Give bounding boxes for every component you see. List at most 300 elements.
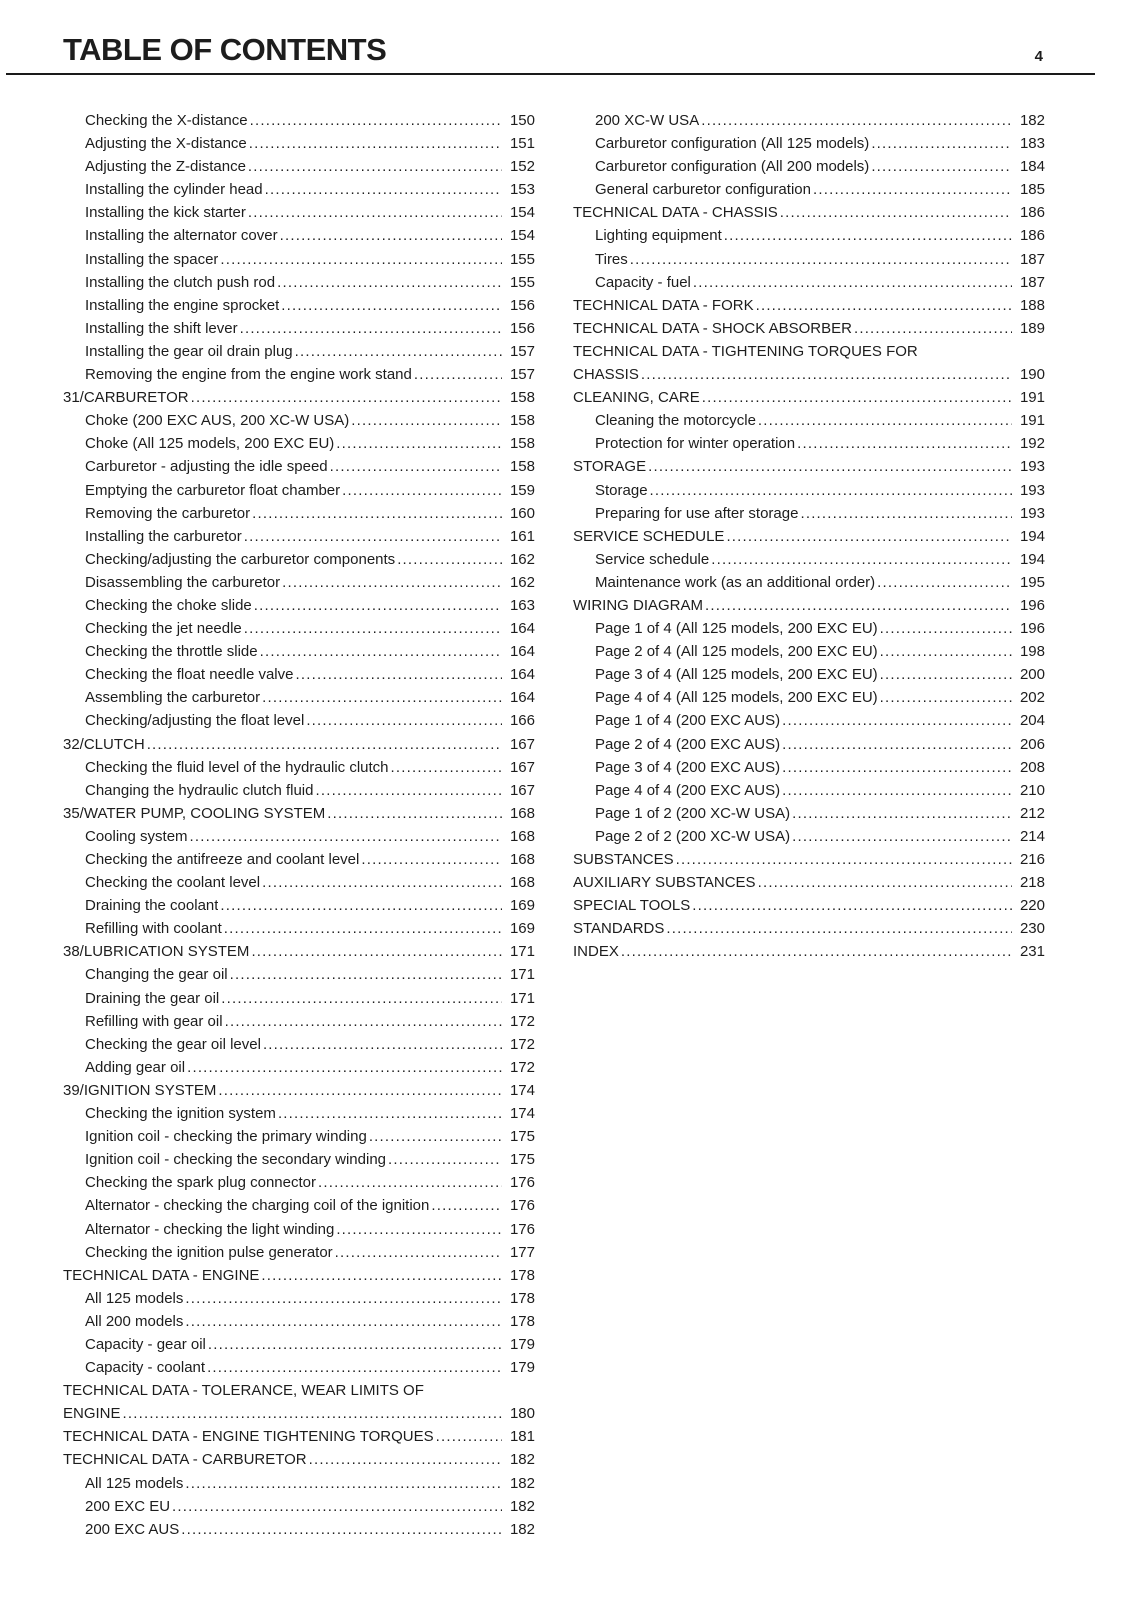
toc-leader-dots <box>871 155 1012 178</box>
toc-leader-dots <box>240 317 502 340</box>
toc-leader-dots <box>281 294 502 317</box>
toc-entry <box>573 248 1045 271</box>
folio-page-number: 4 <box>1034 47 1043 65</box>
toc-page-number: 162 <box>509 573 535 591</box>
toc-entry <box>63 178 535 201</box>
toc-entry-label: Page 1 of 2 (200 XC-W USA) <box>595 804 791 822</box>
toc-page-number: 179 <box>509 1359 535 1377</box>
toc-entry-label: Service schedule <box>595 550 710 568</box>
toc-page-number: 174 <box>509 1081 535 1099</box>
toc-entry-label: Installing the kick starter <box>85 204 246 222</box>
toc-page-number: 185 <box>1019 181 1045 199</box>
toc-entry-label: TECHNICAL DATA - ENGINE <box>63 1266 260 1284</box>
toc-page-number: 168 <box>509 874 535 892</box>
toc-entry <box>63 1356 535 1379</box>
toc-leader-dots <box>263 1033 502 1056</box>
toc-leader-dots <box>220 248 502 271</box>
toc-leader-dots <box>190 825 502 848</box>
toc-entry <box>573 386 1045 409</box>
toc-leader-dots <box>262 871 502 894</box>
toc-entry <box>63 109 535 132</box>
toc-leader-dots <box>295 340 502 363</box>
toc-entry <box>573 709 1045 732</box>
toc-leader-dots <box>641 363 1012 386</box>
toc-page-number: 174 <box>509 1105 535 1123</box>
toc-leader-dots <box>693 271 1012 294</box>
toc-leader-dots <box>249 132 502 155</box>
toc-page-number: 196 <box>1019 596 1045 614</box>
toc-entry-label: Page 2 of 4 (All 125 models, 200 EXC EU) <box>595 643 878 661</box>
toc-entry-label: Page 2 of 2 (200 XC-W USA) <box>595 827 791 845</box>
toc-entry <box>63 1148 535 1171</box>
toc-leader-dots <box>782 756 1012 779</box>
toc-entry-label: STANDARDS <box>573 920 665 938</box>
toc-leader-dots <box>218 1079 502 1102</box>
toc-entry-label: Capacity - coolant <box>85 1359 206 1377</box>
toc-page-number: 182 <box>1019 112 1045 129</box>
toc-entry-label: 38/LUBRICATION SYSTEM <box>63 943 250 961</box>
toc-entry-label: Refilling with gear oil <box>85 1012 223 1030</box>
toc-leader-dots <box>282 571 502 594</box>
toc-entry <box>63 963 535 986</box>
toc-entry-label: STORAGE <box>573 458 647 476</box>
toc-entry-label: Checking the float needle valve <box>85 666 294 684</box>
toc-page-number: 218 <box>1019 874 1045 892</box>
toc-entry-label: Installing the clutch push rod <box>85 273 276 291</box>
toc-entry <box>63 1033 535 1056</box>
toc-leader-dots <box>327 802 502 825</box>
toc-entry-label: Page 4 of 4 (200 EXC AUS) <box>595 781 781 799</box>
toc-entry <box>573 178 1045 201</box>
toc-entry <box>63 386 535 409</box>
toc-entry <box>573 686 1045 709</box>
toc-leader-dots <box>123 1402 502 1425</box>
toc-entry <box>63 1171 535 1194</box>
toc-entry-label: Maintenance work (as an additional order) <box>595 573 876 591</box>
toc-entry-label: ENGINE <box>63 1405 121 1423</box>
toc-page-number: 182 <box>509 1474 535 1492</box>
toc-leader-dots <box>187 1056 502 1079</box>
toc-entry <box>573 894 1045 917</box>
toc-leader-dots <box>724 224 1012 247</box>
toc-entry <box>573 548 1045 571</box>
toc-entry <box>63 224 535 247</box>
toc-page-number: 200 <box>1019 666 1045 684</box>
toc-page-number: 176 <box>509 1174 535 1192</box>
page-header <box>6 0 1095 75</box>
toc-entry-label: TECHNICAL DATA - CHASSIS <box>573 204 778 222</box>
toc-entry-label: TECHNICAL DATA - ENGINE TIGHTENING TORQUES <box>63 1428 434 1446</box>
toc-entry <box>63 871 535 894</box>
toc-page-number: 154 <box>509 227 535 245</box>
toc-entry-label: 35/WATER PUMP, COOLING SYSTEM <box>63 804 326 822</box>
toc-entry <box>573 802 1045 825</box>
toc-page-number: 172 <box>509 1058 535 1076</box>
toc-leader-dots <box>262 686 502 709</box>
toc-entry-label: Checking/adjusting the carburetor components <box>85 550 396 568</box>
toc-entry-label: TECHNICAL DATA - CARBURETOR <box>63 1451 307 1469</box>
toc-leader-dots <box>244 617 502 640</box>
toc-entry-label: Tires <box>595 250 628 268</box>
toc-leader-dots <box>871 132 1012 155</box>
toc-entry-label: Checking the X-distance <box>85 112 248 129</box>
toc-entry-label: 31/CARBURETOR <box>63 389 189 407</box>
toc-page-number: 168 <box>509 851 535 868</box>
toc-leader-dots <box>342 479 502 502</box>
toc-entry <box>63 155 535 178</box>
toc-entry <box>573 109 1045 132</box>
toc-page-number: 193 <box>1019 458 1045 476</box>
toc-entry <box>573 455 1045 478</box>
toc-leader-dots <box>277 271 502 294</box>
toc-leader-dots <box>813 178 1012 201</box>
toc-entry-label: Emptying the carburetor float chamber <box>85 481 341 499</box>
toc-page-number: 182 <box>509 1520 535 1538</box>
toc-entry <box>573 294 1045 317</box>
toc-entry-label: CLEANING, CARE <box>573 389 700 407</box>
toc-entry <box>63 271 535 294</box>
toc-leader-dots <box>792 802 1012 825</box>
toc-leader-dots <box>244 525 502 548</box>
toc-entry-label: Removing the carburetor <box>85 504 251 522</box>
toc-entry-label: Page 1 of 4 (All 125 models, 200 EXC EU) <box>595 620 878 638</box>
toc-entry-label: All 200 models <box>85 1312 184 1330</box>
toc-page-number: 158 <box>509 435 535 453</box>
toc-leader-dots <box>436 1425 502 1448</box>
toc-entry-label: Installing the spacer <box>85 250 219 268</box>
toc-entry <box>63 1518 535 1541</box>
toc-entry-label: Draining the coolant <box>85 897 219 915</box>
toc-page-number: 193 <box>1019 504 1045 522</box>
toc-entry <box>63 1056 535 1079</box>
toc-page-number: 194 <box>1019 550 1045 568</box>
toc-page-number: 212 <box>1019 804 1045 822</box>
toc-entry <box>63 1287 535 1310</box>
toc-entry <box>63 502 535 525</box>
toc-entry-label: Installing the gear oil drain plug <box>85 342 293 360</box>
toc-page-number: 160 <box>509 504 535 522</box>
toc-leader-dots <box>782 733 1012 756</box>
toc-entry <box>63 1010 535 1033</box>
toc-entry-label: Checking the choke slide <box>85 596 252 614</box>
toc-entry-label: Storage <box>595 481 648 499</box>
toc-entry <box>573 571 1045 594</box>
toc-entry-label: Checking the ignition pulse generator <box>85 1243 333 1261</box>
toc-entry <box>573 340 1045 363</box>
toc-page-number: 184 <box>1019 158 1045 176</box>
toc-columns <box>63 109 1045 1541</box>
toc-entry <box>573 940 1045 963</box>
toc-page-number: 188 <box>1019 296 1045 314</box>
toc-leader-dots <box>782 709 1012 732</box>
toc-entry-label: Checking the throttle slide <box>85 643 258 661</box>
toc-entry-label: 32/CLUTCH <box>63 735 145 753</box>
toc-page-number: 151 <box>509 135 535 153</box>
toc-entry <box>573 756 1045 779</box>
toc-entry <box>63 363 535 386</box>
toc-entry <box>63 479 535 502</box>
toc-entry <box>63 1079 535 1102</box>
toc-page-number: 180 <box>509 1405 535 1423</box>
toc-entry <box>573 825 1045 848</box>
toc-leader-dots <box>414 363 502 386</box>
toc-entry <box>63 432 535 455</box>
toc-entry-label: Adjusting the X-distance <box>85 135 247 153</box>
toc-page-number: 187 <box>1019 273 1045 291</box>
toc-entry <box>63 709 535 732</box>
toc-leader-dots <box>309 1448 502 1471</box>
toc-leader-dots <box>315 779 502 802</box>
toc-page-number: 191 <box>1019 389 1045 407</box>
toc-entry <box>573 132 1045 155</box>
toc-leader-dots <box>361 848 502 871</box>
toc-leader-dots <box>648 455 1012 478</box>
toc-entry-label: Installing the cylinder head <box>85 181 263 199</box>
toc-entry <box>573 525 1045 548</box>
toc-page-number: 169 <box>509 897 535 915</box>
toc-entry <box>63 1333 535 1356</box>
toc-entry-label: Choke (All 125 models, 200 EXC EU) <box>85 435 335 453</box>
toc-leader-dots <box>758 871 1012 894</box>
toc-leader-dots <box>172 1495 502 1518</box>
toc-leader-dots <box>351 409 502 432</box>
toc-entry <box>63 548 535 571</box>
toc-leader-dots <box>792 825 1012 848</box>
toc-leader-dots <box>207 1356 502 1379</box>
toc-leader-dots <box>797 432 1012 455</box>
toc-page-number: 164 <box>509 620 535 638</box>
toc-entry <box>63 294 535 317</box>
toc-page-number: 178 <box>509 1266 535 1284</box>
toc-page-number: 162 <box>509 550 535 568</box>
toc-page-number: 230 <box>1019 920 1045 938</box>
toc-leader-dots <box>877 571 1012 594</box>
toc-leader-dots <box>397 548 502 571</box>
toc-leader-dots <box>726 525 1012 548</box>
toc-entry-label: Refilling with coolant <box>85 920 222 938</box>
toc-page-number: 181 <box>509 1428 535 1446</box>
toc-page-number: 193 <box>1019 481 1045 499</box>
toc-entry <box>573 502 1045 525</box>
toc-page-number: 153 <box>509 181 535 199</box>
toc-page-number: 178 <box>509 1312 535 1330</box>
toc-entry-label: Checking the coolant level <box>85 874 261 892</box>
toc-leader-dots <box>388 1148 502 1171</box>
toc-leader-dots <box>800 502 1012 525</box>
toc-entry <box>63 917 535 940</box>
toc-entry <box>573 848 1045 871</box>
toc-leader-dots <box>702 386 1012 409</box>
toc-page-number: 231 <box>1019 943 1045 961</box>
toc-entry <box>63 1194 535 1217</box>
toc-page-number: 175 <box>509 1128 535 1146</box>
toc-entry-label: TECHNICAL DATA - SHOCK ABSORBER <box>573 319 852 337</box>
toc-page-number: 158 <box>509 389 535 407</box>
toc-entry-label: Choke (200 EXC AUS, 200 XC-W USA) <box>85 412 350 430</box>
toc-page-number: 150 <box>509 112 535 129</box>
toc-leader-dots <box>711 548 1012 571</box>
toc-entry-label: CHASSIS <box>573 366 639 384</box>
toc-entry <box>63 802 535 825</box>
toc-entry-label: Protection for winter operation <box>595 435 796 453</box>
toc-entry-label: WIRING DIAGRAM <box>573 596 703 614</box>
toc-page-number: 196 <box>1019 620 1045 638</box>
toc-entry-label: SERVICE SCHEDULE <box>573 527 725 545</box>
toc-leader-dots <box>336 1218 502 1241</box>
toc-leader-dots <box>260 640 502 663</box>
toc-column-right <box>573 109 1045 1541</box>
toc-page-number: 214 <box>1019 827 1045 845</box>
toc-entry <box>63 1264 535 1287</box>
toc-entry <box>63 848 535 871</box>
toc-entry-label: Lighting equipment <box>595 227 722 245</box>
toc-leader-dots <box>880 663 1012 686</box>
toc-entry-label: TECHNICAL DATA - FORK <box>573 296 754 314</box>
toc-leader-dots <box>208 1333 502 1356</box>
toc-page-number: 189 <box>1019 319 1045 337</box>
toc-entry <box>63 825 535 848</box>
toc-entry <box>573 594 1045 617</box>
toc-entry-label: AUXILIARY SUBSTANCES <box>573 874 756 892</box>
toc-entry <box>63 617 535 640</box>
toc-page-number: 172 <box>509 1012 535 1030</box>
toc-leader-dots <box>181 1518 502 1541</box>
toc-entry <box>63 987 535 1010</box>
toc-entry-label: Page 1 of 4 (200 EXC AUS) <box>595 712 781 730</box>
toc-page-number: 167 <box>509 781 535 799</box>
toc-page-number: 186 <box>1019 204 1045 222</box>
toc-entry <box>573 317 1045 340</box>
toc-entry <box>63 455 535 478</box>
toc-entry-label: Ignition coil - checking the primary winding <box>85 1128 367 1146</box>
toc-page-number: 161 <box>509 527 535 545</box>
toc-entry <box>573 409 1045 432</box>
toc-leader-dots <box>705 594 1012 617</box>
toc-entry-label: Checking the fluid level of the hydraulic clutch <box>85 758 389 776</box>
toc-entry-label: SPECIAL TOOLS <box>573 897 691 915</box>
toc-entry-label: Checking the antifreeze and coolant level <box>85 851 360 868</box>
toc-entry <box>63 640 535 663</box>
toc-page-number: 155 <box>509 273 535 291</box>
toc-page-number: 152 <box>509 158 535 176</box>
toc-entry-label: Checking the spark plug connector <box>85 1174 316 1192</box>
toc-entry-label: Removing the engine from the engine work stand <box>85 366 412 384</box>
toc-page-number: 187 <box>1019 250 1045 268</box>
toc-leader-dots <box>251 940 502 963</box>
toc-page-number: 208 <box>1019 758 1045 776</box>
toc-leader-dots <box>250 109 502 132</box>
toc-leader-dots <box>185 1472 502 1495</box>
toc-entry <box>63 132 535 155</box>
toc-page-number: 191 <box>1019 412 1045 430</box>
toc-leader-dots <box>780 201 1012 224</box>
toc-leader-dots <box>220 894 502 917</box>
toc-page-number: 206 <box>1019 735 1045 753</box>
toc-entry-label: SUBSTANCES <box>573 851 674 868</box>
toc-leader-dots <box>230 963 502 986</box>
toc-entry-label: INDEX <box>573 943 619 961</box>
toc-entry-label: Carburetor configuration (All 125 models) <box>595 135 870 153</box>
toc-entry-label: Installing the shift lever <box>85 319 238 337</box>
toc-page-number: 164 <box>509 643 535 661</box>
toc-page-number: 202 <box>1019 689 1045 707</box>
toc-page-number: 166 <box>509 712 535 730</box>
toc-entry <box>573 271 1045 294</box>
toc-page-number: 172 <box>509 1035 535 1053</box>
toc-leader-dots <box>758 409 1012 432</box>
toc-entry <box>63 1241 535 1264</box>
toc-entry <box>63 1310 535 1333</box>
toc-page-number: 167 <box>509 735 535 753</box>
toc-entry-label: 39/IGNITION SYSTEM <box>63 1081 217 1099</box>
toc-entry-label: All 125 models <box>85 1474 184 1492</box>
toc-entry-label: Changing the hydraulic clutch fluid <box>85 781 314 799</box>
toc-entry <box>63 1125 535 1148</box>
toc-entry <box>573 479 1045 502</box>
toc-page-number: 157 <box>509 366 535 384</box>
toc-entry <box>63 594 535 617</box>
toc-leader-dots <box>621 940 1012 963</box>
toc-page-number: 171 <box>509 943 535 961</box>
toc-leader-dots <box>252 502 502 525</box>
toc-leader-dots <box>330 455 502 478</box>
toc-leader-dots <box>295 663 502 686</box>
toc-entry <box>573 640 1045 663</box>
toc-leader-dots <box>782 779 1012 802</box>
toc-page-number: 182 <box>509 1497 535 1515</box>
toc-page-number: 168 <box>509 804 535 822</box>
toc-entry <box>63 1218 535 1241</box>
toc-page-number: 177 <box>509 1243 535 1261</box>
toc-page-number: 176 <box>509 1197 535 1215</box>
toc-entry <box>63 1472 535 1495</box>
toc-page-number: 190 <box>1019 366 1045 384</box>
toc-entry-label: Alternator - checking the light winding <box>85 1220 335 1238</box>
toc-entry-label: Disassembling the carburetor <box>85 573 281 591</box>
toc-entry-label: 200 EXC AUS <box>85 1520 180 1538</box>
toc-page-number: 159 <box>509 481 535 499</box>
toc-page-number: 155 <box>509 250 535 268</box>
toc-entry <box>573 363 1045 386</box>
toc-column-left <box>63 109 535 1541</box>
toc-entry <box>573 432 1045 455</box>
toc-page-number: 156 <box>509 296 535 314</box>
toc-page-number: 176 <box>509 1220 535 1238</box>
toc-leader-dots <box>391 756 502 779</box>
toc-page-number: 182 <box>509 1451 535 1469</box>
toc-entry-label: Installing the engine sprocket <box>85 296 280 314</box>
toc-entry <box>63 940 535 963</box>
toc-page-number: 164 <box>509 666 535 684</box>
toc-leader-dots <box>261 1264 502 1287</box>
toc-entry-label: Capacity - gear oil <box>85 1335 206 1353</box>
toc-entry <box>63 340 535 363</box>
toc-entry-label: General carburetor configuration <box>595 181 811 199</box>
toc-entry <box>63 1402 535 1425</box>
toc-leader-dots <box>278 1102 502 1125</box>
toc-entry <box>63 1448 535 1471</box>
toc-leader-dots <box>185 1287 502 1310</box>
toc-entry-label: Checking/adjusting the float level <box>85 712 305 730</box>
toc-entry-label: Carburetor configuration (All 200 models) <box>595 158 870 176</box>
toc-leader-dots <box>756 294 1012 317</box>
toc-leader-dots <box>701 109 1012 132</box>
toc-page-number: 220 <box>1019 897 1045 915</box>
toc-leader-dots <box>318 1171 502 1194</box>
toc-leader-dots <box>280 224 502 247</box>
toc-entry <box>573 871 1045 894</box>
toc-entry-label: Capacity - fuel <box>595 273 691 291</box>
